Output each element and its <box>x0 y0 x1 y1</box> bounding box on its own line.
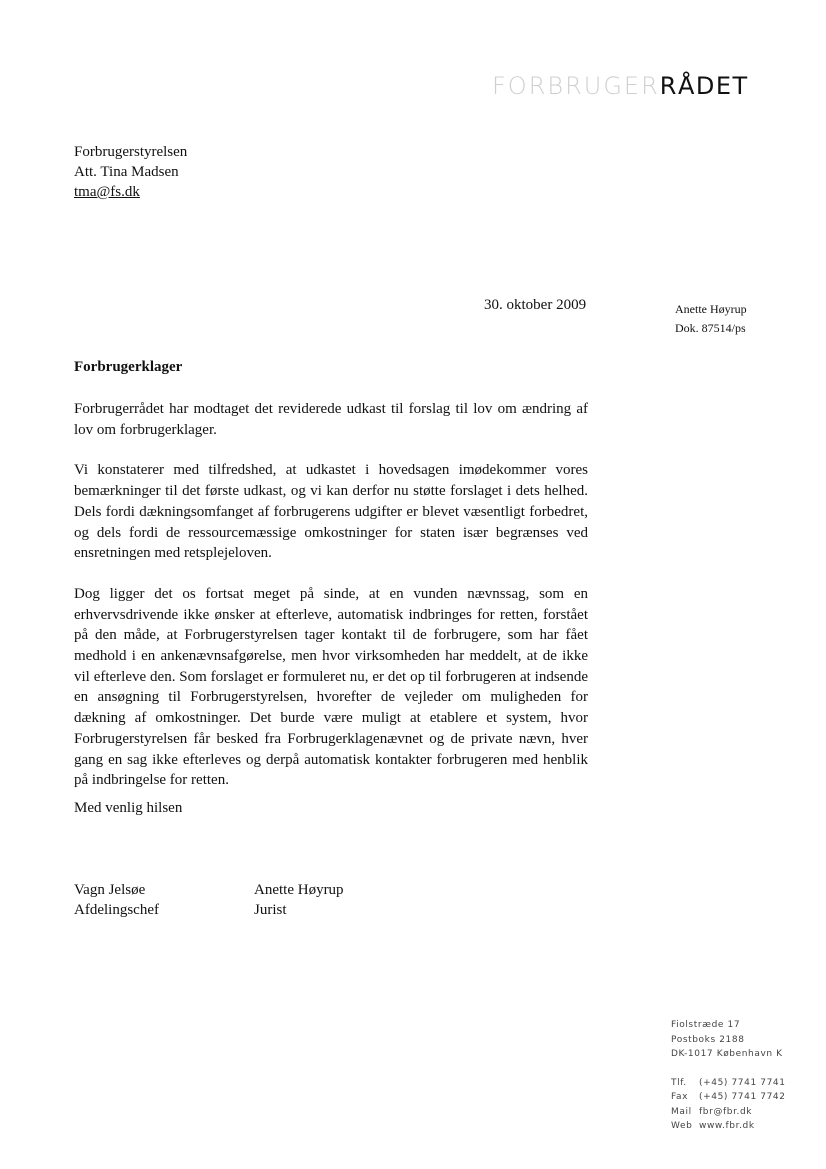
address-po-box: Postboks 2188 <box>671 1034 745 1045</box>
logo-faint-text: FORBRUGER <box>492 72 660 100</box>
body-paragraph: Forbrugerrådet har modtaget det reviderede udkast til forslag til lov om ændring af lov om forbrugerklager. <box>74 401 588 438</box>
contact-phone <box>671 1076 786 1091</box>
signatory-title: Jurist <box>254 902 287 918</box>
mail-label: Mail <box>671 1106 692 1117</box>
contact-block <box>671 1018 786 1134</box>
body-paragraph: Vi konstaterer med tilfredshed, at udkastet i hovedsagen imødekommer vores bemærkninger til det første udkast, og vi kan derfor nu støtte forslaget i dets helhed. Dels fordi dækningsomfanget af forbrugerens udgifter er blevet væsentligt forbedret, og dels fordi de ressourcemæssige omkostninger for staten især begrænses ved ensretningen med retsplejeloven. <box>74 462 588 562</box>
reference-doc-number: Dok. 87514/ps <box>675 321 746 335</box>
phone-value: (+45) 7741 7741 <box>699 1077 786 1088</box>
web-label: Web <box>671 1121 693 1131</box>
logo-strong-text: RÅDET <box>659 72 749 100</box>
forbrugerraadet-logo <box>492 72 782 106</box>
address-street: Fiolstræde 17 <box>671 1020 741 1030</box>
web-link[interactable]: www.fbr.dk <box>699 1121 755 1131</box>
phone-label: Tlf. <box>671 1077 687 1088</box>
letter-subject: Forbrugerklager <box>74 359 183 375</box>
recipient-block <box>74 142 187 202</box>
signatory-1 <box>74 880 159 920</box>
signatory-title: Afdelingschef <box>74 902 159 918</box>
signatory-name: Anette Høyrup <box>254 882 344 898</box>
contact-mail <box>671 1105 786 1120</box>
recipient-attention: Att. Tina Madsen <box>74 164 179 180</box>
letter-date: 30. oktober 2009 <box>484 297 587 313</box>
reference-block <box>675 300 747 338</box>
address-city: DK-1017 København K <box>671 1049 783 1059</box>
contact-spacer <box>671 1062 786 1076</box>
recipient-email-link[interactable]: tma@fs.dk <box>74 184 140 200</box>
contact-fax <box>671 1090 786 1105</box>
signatory-name: Vagn Jelsøe <box>74 882 146 898</box>
mail-link[interactable]: fbr@fbr.dk <box>699 1106 753 1117</box>
contact-web <box>671 1119 786 1134</box>
letter-closing: Med venlig hilsen <box>74 800 183 816</box>
fax-value: (+45) 7741 7742 <box>699 1092 786 1102</box>
body-paragraph: Dog ligger det os fortsat meget på sinde, at en vunden nævnssag, som en erhvervsdrivende ikke ønsker at efterleve, automatisk indbringes for retten, forstået på den måde, at Forbrugerstyrelsen tager kontakt til de forbrugere, som har fået medhold i en ankenævnsafgørelse, men hvor virksomheden har meddelt, at de ikke vil efterleve den. Som forslaget er formuleret nu, er det op til forbrugeren at indsende en ansøgning til Forbrugerstyrelsen, hvorefter de vejleder om muligheden for dækning af omkostninger. Det burde være muligt at etablere et system, hvor Forbrugerstyrelsen får besked fra Forbrugerklagenævnet og de private nævn, hver gang en sag ikke efterleves og derpå automatisk kontakter forbrugeren med henblik på indbringelse for retten. <box>74 585 588 789</box>
recipient-organisation: Forbrugerstyrelsen <box>74 144 188 160</box>
reference-name: Anette Høyrup <box>675 302 747 316</box>
signatory-2 <box>254 880 344 920</box>
letter-body <box>74 399 588 811</box>
fax-label: Fax <box>671 1092 688 1102</box>
